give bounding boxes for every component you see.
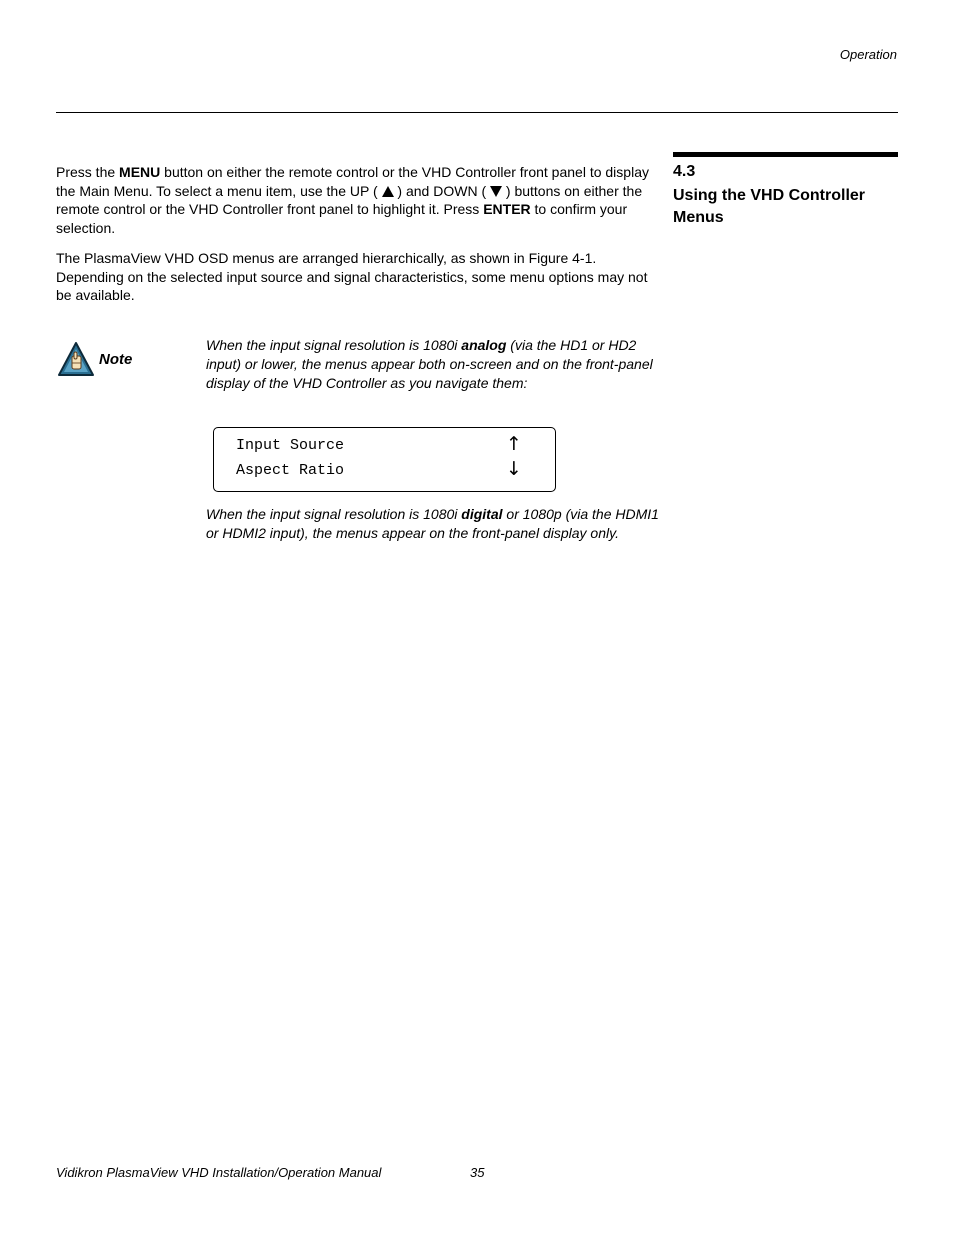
page-number: 35 — [470, 1165, 485, 1180]
text-run: or 1080p (via the HDMI1 or HDMI2 input), the menus appear on the front-panel display only. — [206, 506, 659, 541]
text-run: When the input signal resolution is 1080i — [206, 337, 462, 353]
note-icon — [57, 341, 95, 377]
menu-key-label: MENU — [119, 164, 161, 180]
osd-line-input-source: Input Source — [236, 437, 345, 454]
note-paragraph-analog — [206, 336, 661, 393]
down-arrow-icon — [490, 186, 502, 197]
emphasis-analog: analog — [461, 337, 507, 353]
text-run: to confirm your selection. — [56, 201, 628, 236]
note-label: Note — [99, 351, 133, 368]
osd-up-arrow-icon: ↑ — [506, 433, 522, 455]
note-paragraph-digital — [206, 505, 661, 543]
up-arrow-icon — [382, 186, 394, 197]
osd-down-arrow-icon: ↓ — [506, 458, 522, 480]
text-run: When the input signal resolution is 1080i — [206, 506, 462, 522]
enter-key-label: ENTER — [483, 201, 531, 217]
text-run: ) buttons on either the remote control or the VHD Controller front panel to highlight it. Press — [56, 182, 643, 217]
header-rule — [56, 112, 898, 113]
osd-line-aspect-ratio: Aspect Ratio — [236, 462, 345, 479]
text-run: (via the HD1 or HD2 input) or lower, the menus appear both on-screen and on the front-panel display of the VHD Controller as you navigate them: — [206, 337, 653, 391]
text-run: Press the — [56, 164, 120, 180]
section-bar — [673, 152, 898, 157]
emphasis-digital: digital — [461, 506, 503, 522]
intro-paragraph — [56, 163, 656, 237]
osd-display-box — [213, 427, 556, 492]
footer-manual-title: Vidikron PlasmaView VHD Installation/Operation Manual — [56, 1165, 382, 1180]
text-run: button on either the remote control or the VHD Controller front panel to display the Main Menu. To select a menu item, use the UP ( — [56, 164, 649, 199]
section-number: 4.3 — [673, 163, 696, 180]
text-run: ) and DOWN ( — [393, 182, 491, 199]
running-header: Operation — [839, 47, 897, 62]
hierarchy-paragraph: The PlasmaView VHD OSD menus are arranged hierarchically, as shown in Figure 4-1. Depending on the selected input source and signal characteristics, some menu options may not be available. — [56, 250, 648, 303]
section-title: Using the VHD Controller Menus — [673, 187, 866, 226]
